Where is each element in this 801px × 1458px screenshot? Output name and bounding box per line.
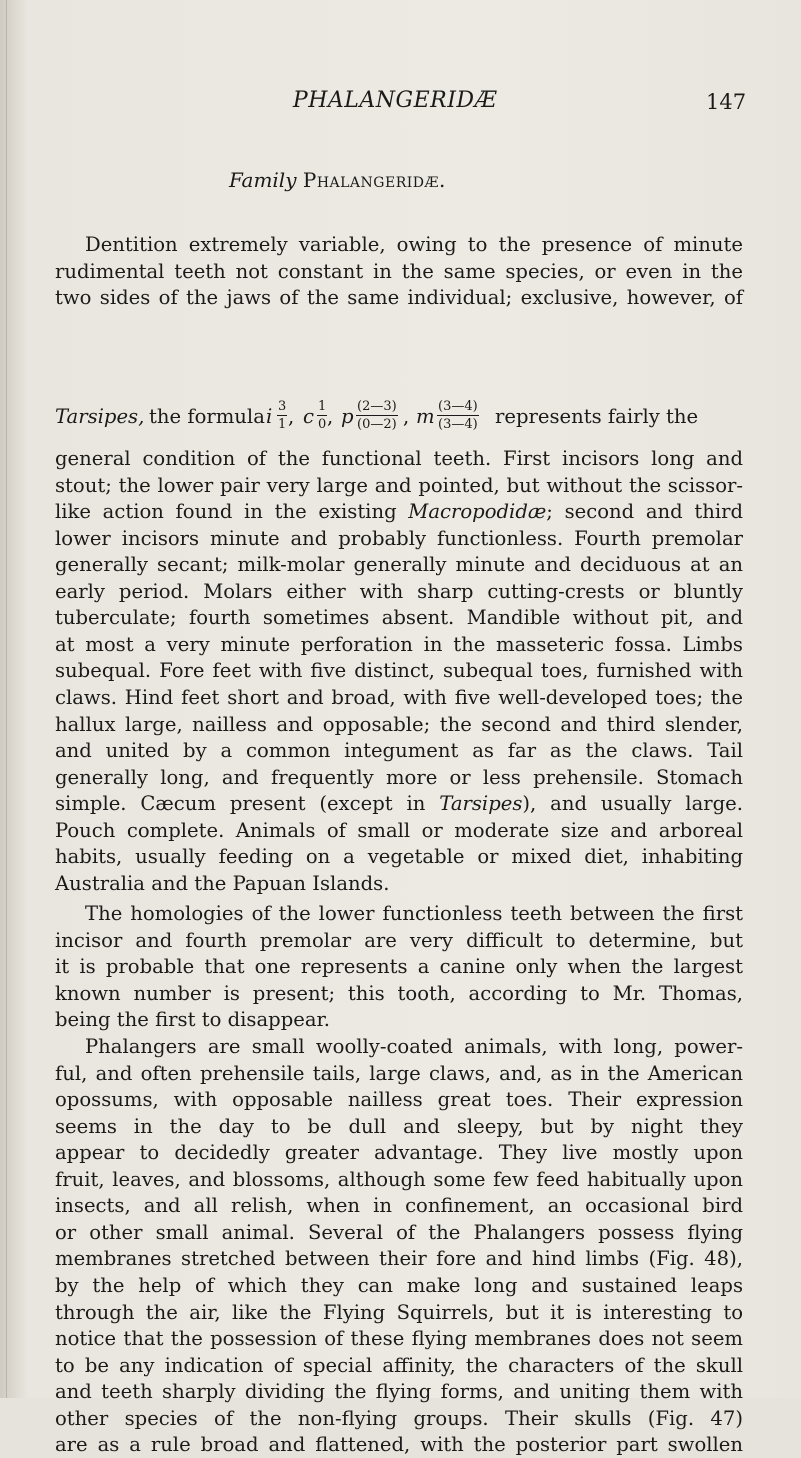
text-line: The homologies of the lower functionless teeth between the first — [85, 902, 743, 925]
formula-i-fraction — [277, 399, 287, 432]
formula-c-numerator: 1 — [318, 399, 327, 414]
formula-comma: , — [327, 405, 334, 428]
text-line: claws. Hind feet short and broad, with five well-developed toes; the — [55, 685, 743, 709]
family-name: Phalangeridæ. — [302, 168, 446, 192]
page-number: 147 — [706, 90, 747, 114]
formula-p-denominator: (0—2) — [357, 417, 397, 432]
formula-m-numerator: (3—4) — [438, 399, 478, 414]
formula-i-denominator: 1 — [278, 417, 287, 432]
text-line: hallux large, nailless and opposable; the second and third slender, — [55, 712, 743, 736]
text-line: appear to decidedly greater advantage. They live mostly upon — [55, 1141, 743, 1165]
text-line: membranes stretched between their fore and hind limbs (Fig. 48), — [55, 1247, 743, 1271]
formula-comma: , — [288, 405, 295, 428]
text-line: ful, and often prehensile tails, large claws, and, as in the American — [55, 1061, 743, 1085]
text-line: at most a very minute perforation in the masseteric fossa. Limbs — [55, 632, 743, 656]
text-line: early period. Molars either with sharp cutting-crests or bluntly — [55, 579, 743, 603]
text-line: to be any indication of special affinity, the characters of the skull — [55, 1353, 743, 1377]
text-line: subequal. Fore feet with five distinct, subequal toes, furnished with — [55, 659, 743, 683]
running-title: PHALANGERIDÆ — [292, 88, 498, 113]
text-line: fruit, leaves, and blossoms, although some few feed habitually upon — [55, 1167, 743, 1191]
text-line: general condition of the functional teeth. First incisors long and — [55, 447, 743, 470]
text-line: Dentition extremely variable, owing to the presence of minute — [85, 233, 743, 256]
text-line: or other small animal. Several of the Phalangers possess flying — [55, 1220, 743, 1244]
text-line: opossums, with opposable nailless great toes. Their expression — [55, 1088, 743, 1112]
family-heading — [229, 168, 446, 192]
text-line: incisor and fourth premolar are very difficult to determine, but — [55, 928, 743, 952]
text-line: lower incisors minute and probably functionless. Fourth premolar — [55, 526, 743, 550]
text-line: other species of the non-flying groups. Their skulls (Fig. 47) — [55, 1406, 743, 1430]
text-line: Phalangers are small woolly-coated animals, with long, power- — [85, 1035, 743, 1058]
text-line: simple. Cæcum present (except in Tarsipes), and usually large. — [55, 792, 743, 816]
formula-i-numerator: 3 — [278, 399, 287, 414]
text-line: and teeth sharply dividing the flying forms, and uniting them with — [55, 1380, 743, 1404]
text-line: by the help of which they can make long and sustained leaps — [55, 1273, 743, 1297]
text-line: generally secant; milk-molar generally minute and deciduous at an — [55, 553, 743, 577]
formula-m-label: m — [416, 405, 435, 428]
formula-tail: represents fairly the — [495, 405, 699, 428]
text-line: through the air, like the Flying Squirrels, but it is interesting to — [55, 1300, 743, 1324]
formula-c-fraction — [317, 399, 327, 432]
text-line: being the first to disappear. — [55, 1008, 330, 1032]
text-line: like action found in the existing Macropodidæ; second and third — [55, 500, 743, 524]
formula-c-label: c — [303, 405, 314, 428]
family-prefix: Family — [229, 168, 297, 192]
text-line: two sides of the jaws of the same individual; exclusive, however, of — [55, 286, 743, 310]
text-line: Australia and the Papuan Islands. — [55, 871, 390, 895]
formula-intro: the formula — [149, 405, 265, 428]
text-line: known number is present; this tooth, according to Mr. Thomas, — [55, 981, 743, 1005]
text-line: are as a rule broad and flattened, with the posterior part swollen — [55, 1433, 743, 1457]
text-line: stout; the lower pair very large and pointed, but without the scissor- — [55, 473, 743, 497]
text-line: it is probable that one represents a canine only when the largest — [55, 955, 743, 979]
formula-p-label: p — [341, 405, 354, 428]
formula-i-label: i — [266, 405, 273, 428]
text-line: habits, usually feeding on a vegetable or mixed diet, inhabiting — [55, 845, 743, 869]
formula-m-fraction — [437, 399, 479, 432]
formula-p-fraction — [356, 399, 398, 432]
text-line: seems in the day to be dull and sleepy, but by night they — [55, 1114, 743, 1138]
text-line: generally long, and frequently more or less prehensile. Stomach — [55, 765, 743, 789]
text-line: tuberculate; fourth sometimes absent. Mandible without pit, and — [55, 606, 743, 630]
formula-comma: , — [403, 405, 410, 428]
formula-m-denominator: (3—4) — [438, 417, 478, 432]
text-line: insects, and all relish, when in confinement, an occasional bird — [55, 1194, 743, 1218]
formula-c-denominator: 0 — [318, 417, 327, 432]
text-line: Pouch complete. Animals of small or moderate size and arboreal — [55, 818, 743, 842]
formula-p-numerator: (2—3) — [357, 399, 397, 414]
dental-formula-line — [55, 393, 743, 439]
text-line: notice that the possession of these flying membranes does not seem — [55, 1327, 743, 1351]
formula-genus: Tarsipes, — [55, 405, 145, 428]
text-line: rudimental teeth not constant in the same species, or even in the — [55, 259, 743, 283]
binding-gutter — [6, 0, 7, 1398]
text-line: and united by a common integument as far as the claws. Tail — [55, 739, 743, 763]
